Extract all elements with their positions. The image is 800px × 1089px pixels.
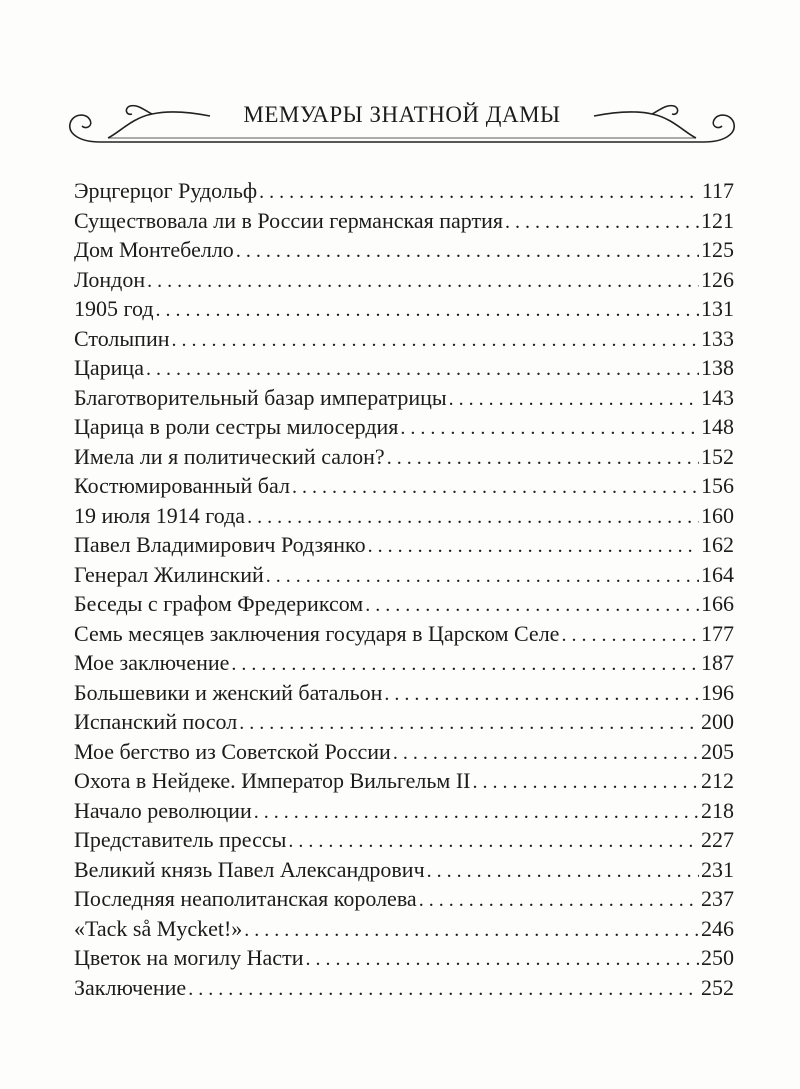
toc-entry-title: Заключение [74,974,187,1000]
dot-leader [292,473,699,501]
toc-entry-title: Существовала ли в России германская партия [74,207,503,233]
dot-leader [393,739,699,767]
table-of-contents [74,176,734,1002]
dot-leader [247,503,699,531]
dot-leader [427,857,699,885]
toc-entry-title: Генерал Жилинский [74,561,264,587]
dot-leader [288,827,699,855]
toc-entry [74,737,734,767]
toc-entry [74,206,734,236]
toc-entry-title: Последняя неаполитанская королева [74,886,417,911]
toc-entry-title: Благотворительный базар императрицы [74,384,447,410]
dot-leader [254,798,699,826]
dot-leader [156,296,699,324]
dot-leader [231,650,699,678]
toc-entry [74,412,734,442]
dot-leader [305,945,699,973]
dot-leader [259,178,700,206]
toc-entry [74,294,734,324]
toc-entry-title: Дом Монтебелло [74,237,234,262]
dot-leader [368,532,699,560]
dot-leader [387,444,699,472]
toc-entry [74,235,734,265]
toc-entry [74,530,734,560]
running-header [60,92,744,156]
toc-entry-title: Великий князь Павел Александрович [74,856,425,882]
toc-entry-page: 131 [701,296,734,321]
toc-entry [74,501,734,531]
dot-leader [147,267,699,295]
toc-entry-title: Царица [74,355,144,380]
toc-entry-page: 133 [701,325,734,351]
toc-entry-page: 231 [701,856,734,882]
toc-entry-page: 187 [701,650,734,675]
toc-entry-title: Охота в Нейдеке. Император Вильгельм II [74,768,471,793]
toc-entry [74,707,734,737]
dot-leader [365,591,699,619]
dot-leader [236,237,699,265]
toc-entry [74,383,734,413]
toc-entry-title: Столыпин [74,325,170,351]
toc-entry [74,560,734,590]
toc-entry-page: 148 [701,414,734,439]
toc-entry-page: 164 [701,561,734,587]
toc-entry [74,855,734,885]
toc-entry-page: 177 [701,620,734,646]
toc-entry [74,353,734,383]
toc-entry-page: 162 [701,532,734,557]
toc-entry-page: 117 [701,178,734,203]
toc-entry-title: Мое заключение [74,650,230,675]
toc-entry [74,825,734,855]
toc-entry [74,442,734,472]
toc-entry-title: Испанский посол [74,709,238,734]
dot-leader [239,709,699,737]
toc-entry [74,943,734,973]
toc-entry [74,914,734,944]
dot-leader [244,916,699,944]
toc-entry-title: Беседы с графом Фредериксом [74,591,364,616]
toc-entry-page: 252 [701,974,734,1000]
toc-entry-title: Семь месяцев заключения государя в Царском Селе [74,620,560,646]
toc-entry [74,471,734,501]
toc-entry-title: Эрцгерцог Рудольф [74,178,258,203]
dot-leader [473,768,700,796]
toc-entry [74,176,734,206]
toc-entry-page: 212 [701,768,734,793]
toc-entry-page: 200 [701,709,734,734]
toc-entry [74,678,734,708]
toc-entry-title: 1905 год [74,296,154,321]
dot-leader [449,385,699,413]
toc-entry [74,973,734,1003]
dot-leader [561,621,699,649]
toc-entry [74,766,734,796]
toc-entry [74,619,734,649]
toc-entry-page: 227 [701,827,734,852]
dot-leader [400,414,699,442]
toc-entry [74,884,734,914]
dot-leader [188,975,699,1003]
toc-entry-page: 196 [701,679,734,705]
toc-entry-title: Павел Владимирович Родзянко [74,532,366,557]
toc-entry-title: 19 июля 1914 года [74,502,246,528]
toc-entry-page: 250 [701,945,734,970]
toc-entry-title: Царица в роли сестры милосердия [74,414,399,439]
toc-entry-page: 218 [701,797,734,823]
dot-leader [384,680,699,708]
toc-entry [74,648,734,678]
toc-entry-page: 121 [701,207,734,233]
dot-leader [146,355,699,383]
toc-entry-page: 143 [701,384,734,410]
toc-entry-title: Костюмированный бал [74,473,290,498]
toc-entry-page: 156 [701,473,734,498]
toc-entry-page: 160 [701,502,734,528]
toc-entry-page: 126 [701,266,734,292]
toc-entry-page: 152 [701,443,734,469]
toc-entry-page: 138 [701,355,734,380]
running-header-title: МЕМУАРЫ ЗНАТНОЙ ДАМЫ [243,102,561,127]
toc-entry-title: Имела ли я политический салон? [74,443,385,469]
toc-entry-title: Лондон [74,266,146,292]
toc-entry-title: Представитель прессы [74,827,287,852]
dot-leader [172,326,700,354]
toc-entry [74,589,734,619]
dot-leader [266,562,699,590]
toc-entry-page: 125 [701,237,734,262]
toc-entry-title: Цветок на могилу Насти [74,945,304,970]
toc-entry [74,265,734,295]
toc-entry-title: Мое бегство из Советской России [74,738,391,764]
toc-entry-page: 237 [701,886,734,911]
toc-entry-title: Большевики и женский батальон [74,679,383,705]
toc-entry-page: 205 [701,738,734,764]
toc-entry [74,324,734,354]
toc-entry-title: Начало революции [74,797,252,823]
toc-entry-title: «Tack så Mycket!» [74,915,243,941]
toc-entry-page: 246 [701,915,734,941]
toc-entry [74,796,734,826]
toc-entry-page: 166 [701,591,734,616]
dot-leader [419,886,699,914]
dot-leader [505,208,699,236]
